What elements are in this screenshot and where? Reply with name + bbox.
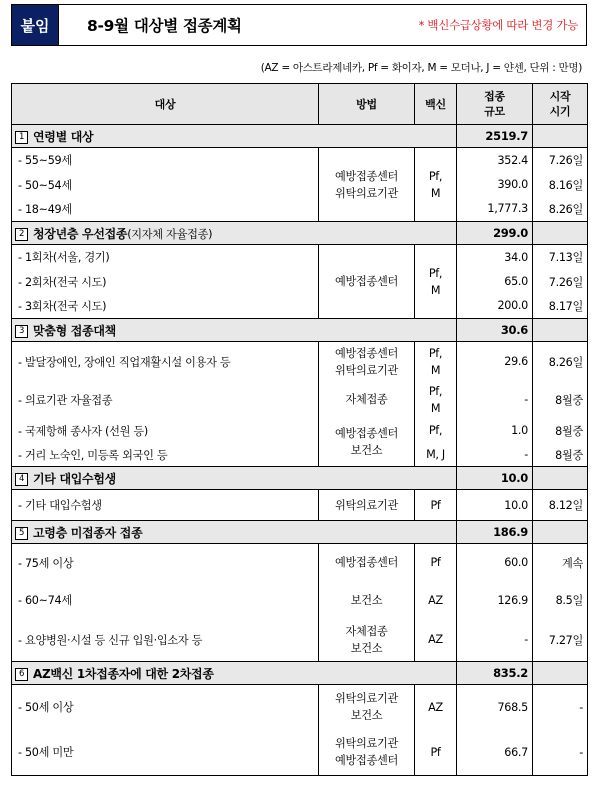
row-method xyxy=(319,148,415,222)
section-title xyxy=(12,319,457,342)
row-start: 8월중 xyxy=(533,418,588,444)
row-start: 계속 xyxy=(533,544,588,582)
section-row xyxy=(12,521,588,544)
row-vaccine-text: Pf, M xyxy=(428,266,443,297)
row-start: 8월중 xyxy=(533,444,588,467)
section-number: 5 xyxy=(15,527,28,540)
row-start: 8.5일 xyxy=(533,582,588,619)
row-target: - 50세 이상 xyxy=(12,685,319,730)
row-method-text: 예방접종센터 위탁의료기관 xyxy=(334,169,399,200)
table-row xyxy=(12,544,588,582)
table-row xyxy=(12,342,588,382)
row-scale: 126.9 xyxy=(457,582,533,619)
section-row xyxy=(12,319,588,342)
row-vaccine xyxy=(415,382,457,418)
row-vaccine xyxy=(415,148,457,222)
row-target: - 요양병원·시설 등 신규 입원·입소자 등 xyxy=(12,619,319,662)
row-method-text: 자체접종 보건소 xyxy=(345,624,388,655)
section-title xyxy=(12,521,457,544)
section-title xyxy=(12,125,457,148)
row-method-text: 예방접종센터 위탁의료기관 xyxy=(334,346,399,377)
row-method: 예방접종센터 xyxy=(319,245,415,319)
table-row xyxy=(12,148,588,173)
section-start xyxy=(533,125,588,148)
table-row xyxy=(12,418,588,444)
row-start: 8월중 xyxy=(533,382,588,418)
row-start: 7.27일 xyxy=(533,619,588,662)
row-method-text: 예방접종센터 보건소 xyxy=(334,426,399,457)
row-vaccine: AZ xyxy=(415,582,457,619)
row-target: - 55~59세 xyxy=(12,148,319,173)
section-name: 고령층 미접종자 접종 xyxy=(33,525,143,540)
col-scale xyxy=(457,84,533,125)
header-box xyxy=(11,4,587,46)
table-row xyxy=(12,619,588,662)
row-vaccine xyxy=(415,342,457,382)
row-target: - 기타 대입수험생 xyxy=(12,490,319,521)
section-row xyxy=(12,467,588,490)
row-start: 7.13일 xyxy=(533,245,588,270)
row-method xyxy=(319,730,415,776)
table-row xyxy=(12,173,588,197)
row-scale: 10.0 xyxy=(457,490,533,521)
row-target: - 거리 노숙인, 미등록 외국인 등 xyxy=(12,444,319,467)
row-method xyxy=(319,418,415,467)
row-vaccine: Pf xyxy=(415,490,457,521)
table-row xyxy=(12,490,588,521)
section-start xyxy=(533,662,588,685)
section-name-suffix: (지자체 자율접종) xyxy=(127,227,213,241)
section-title xyxy=(12,222,457,245)
section-start xyxy=(533,319,588,342)
row-method-text: 위탁의료기관 예방접종센터 xyxy=(334,737,399,768)
row-scale: - xyxy=(457,382,533,418)
section-number: 2 xyxy=(15,228,28,241)
section-start xyxy=(533,222,588,245)
section-title xyxy=(12,467,457,490)
row-target: - 18~49세 xyxy=(12,197,319,222)
row-target: - 50~54세 xyxy=(12,173,319,197)
row-method xyxy=(319,342,415,382)
row-vaccine-text: Pf, M xyxy=(428,169,443,200)
row-method xyxy=(319,685,415,730)
row-start: 7.26일 xyxy=(533,148,588,173)
section-start xyxy=(533,521,588,544)
row-scale: 29.6 xyxy=(457,342,533,382)
section-name: 청장년층 우선접종 xyxy=(33,226,128,241)
section-row xyxy=(12,125,588,148)
section-number: 3 xyxy=(15,325,28,338)
row-scale: 1.0 xyxy=(457,418,533,444)
section-start xyxy=(533,467,588,490)
table-row xyxy=(12,270,588,294)
table-row xyxy=(12,685,588,730)
row-target: - 3회차(전국 시도) xyxy=(12,294,319,319)
section-total: 186.9 xyxy=(457,521,533,544)
table-row xyxy=(12,730,588,776)
table-row xyxy=(12,582,588,619)
section-name: 기타 대입수험생 xyxy=(33,471,116,486)
table-header-row xyxy=(12,84,588,125)
table-row xyxy=(12,294,588,319)
section-name: 맞춤형 접종대책 xyxy=(33,323,116,338)
section-row xyxy=(12,222,588,245)
row-scale: - xyxy=(457,444,533,467)
row-start: 8.26일 xyxy=(533,197,588,222)
section-total: 835.2 xyxy=(457,662,533,685)
col-vaccine: 백신 xyxy=(415,84,457,125)
table-row xyxy=(12,382,588,418)
row-scale: 768.5 xyxy=(457,685,533,730)
row-scale: 352.4 xyxy=(457,148,533,173)
section-total: 30.6 xyxy=(457,319,533,342)
row-vaccine: AZ xyxy=(415,685,457,730)
row-start: - xyxy=(533,685,588,730)
row-method-text: 위탁의료기관 보건소 xyxy=(334,692,399,723)
section-number: 4 xyxy=(15,473,28,486)
row-vaccine: Pf xyxy=(415,544,457,582)
row-method: 자체접종 xyxy=(319,382,415,418)
row-scale: - xyxy=(457,619,533,662)
section-number: 1 xyxy=(15,131,28,144)
row-target: - 국제항해 종사자 (선원 등) xyxy=(12,418,319,444)
supply-note: * 백신수급상황에 따라 변경 가능 xyxy=(418,18,578,32)
row-vaccine-text: Pf, M xyxy=(428,346,443,377)
table-row xyxy=(12,245,588,270)
row-target: - 의료기관 자율접종 xyxy=(12,382,319,418)
row-scale: 390.0 xyxy=(457,173,533,197)
col-start-label: 시작 시기 xyxy=(549,90,571,118)
row-target: - 50세 미만 xyxy=(12,730,319,776)
section-title xyxy=(12,662,457,685)
row-method: 위탁의료기관 xyxy=(319,490,415,521)
vaccination-plan-table xyxy=(11,83,588,776)
row-scale: 200.0 xyxy=(457,294,533,319)
table-row xyxy=(12,444,588,467)
unit-legend: (AZ = 아스트라제네카, Pf = 화이자, M = 모더나, J = 얀센, 단위 : 만명) xyxy=(260,62,582,74)
section-total: 10.0 xyxy=(457,467,533,490)
row-scale: 34.0 xyxy=(457,245,533,270)
section-row xyxy=(12,662,588,685)
table-row xyxy=(12,197,588,222)
row-target: - 발달장애인, 장애인 직업재활시설 이용자 등 xyxy=(12,342,319,382)
row-vaccine: AZ xyxy=(415,619,457,662)
section-total: 2519.7 xyxy=(457,125,533,148)
section-number: 6 xyxy=(15,668,28,681)
row-scale: 66.7 xyxy=(457,730,533,776)
row-scale: 65.0 xyxy=(457,270,533,294)
row-start: 8.16일 xyxy=(533,173,588,197)
row-vaccine: Pf xyxy=(415,730,457,776)
attachment-badge: 붙임 xyxy=(12,5,59,45)
row-scale: 1,777.3 xyxy=(457,197,533,222)
row-method xyxy=(319,619,415,662)
col-target: 대상 xyxy=(12,84,319,125)
row-vaccine: Pf, xyxy=(415,418,457,444)
col-scale-label: 접종 규모 xyxy=(484,90,505,118)
row-start: 8.12일 xyxy=(533,490,588,521)
row-start: - xyxy=(533,730,588,776)
section-name: 연령별 대상 xyxy=(33,129,94,144)
row-scale: 60.0 xyxy=(457,544,533,582)
row-target: - 75세 이상 xyxy=(12,544,319,582)
row-vaccine-text: Pf, M xyxy=(428,384,443,415)
section-name: AZ백신 1차접종자에 대한 2차접종 xyxy=(33,666,214,681)
col-start xyxy=(533,84,588,125)
col-method: 방법 xyxy=(319,84,415,125)
row-target: - 60~74세 xyxy=(12,582,319,619)
row-target: - 1회차(서울, 경기) xyxy=(12,245,319,270)
row-target: - 2회차(전국 시도) xyxy=(12,270,319,294)
page-title: 8-9월 대상별 접종계획 xyxy=(87,17,242,35)
row-vaccine xyxy=(415,245,457,319)
row-start: 7.26일 xyxy=(533,270,588,294)
row-vaccine: M, J xyxy=(415,444,457,467)
row-start: 8.17일 xyxy=(533,294,588,319)
row-start: 8.26일 xyxy=(533,342,588,382)
row-method: 예방접종센터 xyxy=(319,544,415,582)
row-method: 보건소 xyxy=(319,582,415,619)
section-total: 299.0 xyxy=(457,222,533,245)
